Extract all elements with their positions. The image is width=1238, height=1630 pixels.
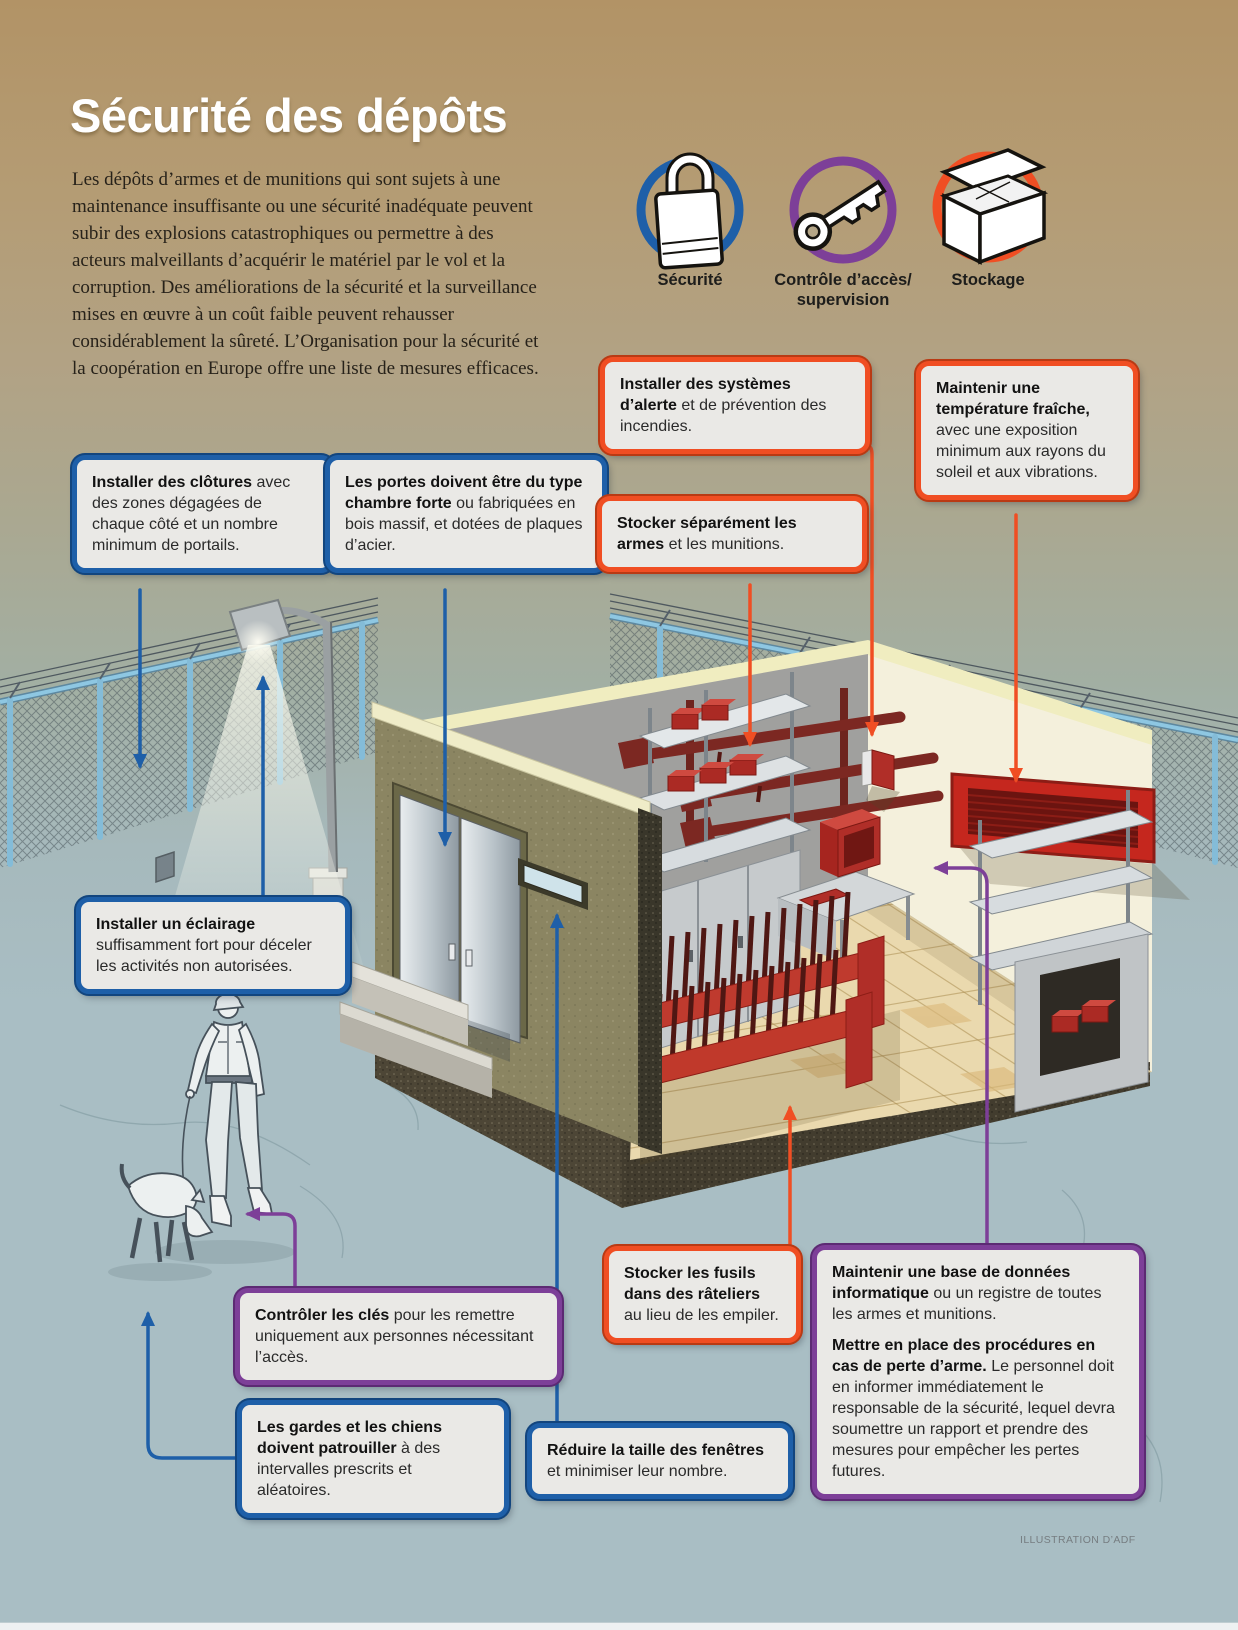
padlock-icon <box>641 159 739 268</box>
callout-doors <box>325 455 607 573</box>
callout-fences <box>72 455 334 573</box>
callout-separate-lead: Stocker séparément les armes <box>617 515 797 553</box>
callout-temperature-lead: Maintenir une température fraîche, <box>936 380 1090 418</box>
page-title: Sécurité des dépôts <box>70 89 508 142</box>
storage-box-icon <box>937 150 1044 262</box>
callout-keys <box>235 1288 562 1385</box>
callout-database-p2-rest: Le personnel doit en informer immédiatement le responsable de la sécurité, lequel devra soumettre un rapport et prendre des mesures pour empêcher les pertes futures. <box>832 1358 1115 1480</box>
intro-paragraph: Les dépôts d’armes et de munitions qui sont sujets à une maintenance insuffisante ou une sécurité inadéquate peuvent subir des explosions catastrophiques ou permettre à des acteurs malveillants d’acquérir le matériel par le vol et la corruption. Des améliorations de la sécurité et la surveillance mises en œuvre à un coût faible peuvent rehausser considérablement la sûreté. L’Organisation pour la sécurité et la coopération en Europe offre une liste de mesures efficaces. <box>72 169 539 379</box>
callout-alarm-rest: et de prévention des incendies. <box>620 397 827 435</box>
callout-fences-rest: avec des zones dégagées de chaque côté et un nombre minimum de portails. <box>92 474 291 554</box>
callout-windows-rest: et minimiser leur nombre. <box>547 1463 728 1480</box>
callout-lighting-lead: Installer un éclairage <box>96 916 256 933</box>
callout-alarm-lead: Installer des systèmes d’alerte <box>620 376 791 414</box>
callout-lighting-rest: suffisamment fort pour déceler les activités non autorisées. <box>96 937 312 975</box>
callout-separate <box>597 496 867 572</box>
callout-separate-rest: et les munitions. <box>664 536 785 553</box>
key-icon <box>789 161 892 259</box>
callout-temperature <box>916 361 1138 500</box>
legend-label-storage: Stockage <box>951 271 1025 289</box>
callout-database-p1-rest: ou un registre de toutes les armes et munitions. <box>832 1285 1102 1323</box>
callout-alarm <box>600 357 870 454</box>
callout-racks <box>604 1246 801 1343</box>
guard-and-dog <box>108 994 295 1281</box>
callout-racks-lead: Stocker les fusils dans des râteliers <box>624 1265 761 1303</box>
callout-temperature-rest: avec une exposition minimum aux rayons du soleil et aux vibrations. <box>936 422 1106 481</box>
callout-database <box>812 1245 1144 1499</box>
callout-racks-rest: au lieu de les empiler. <box>624 1307 779 1324</box>
callout-database-p1-lead: Maintenir une base de données informatique <box>832 1264 1071 1302</box>
callout-fences-lead: Installer des clôtures <box>92 474 253 491</box>
callout-doors-lead: Les portes doivent être du type chambre forte <box>345 474 583 512</box>
callout-database-p2-lead: Mettre en place des procédures en cas de perte d’arme. <box>832 1337 1096 1375</box>
connector-guards <box>148 1314 240 1458</box>
footer-strip <box>0 1622 1238 1630</box>
legend-icons <box>641 150 1044 268</box>
legend-label-access <box>757 270 929 310</box>
illustration-credit: ILLUSTRATION D’ADF <box>1020 1534 1136 1546</box>
fence-junction-box <box>156 852 174 882</box>
legend-label-security: Sécurité <box>657 271 723 289</box>
legend-label-access-line1: Contrôle d’accès/ <box>774 271 912 289</box>
cabinet-right <box>1015 934 1148 1112</box>
callout-keys-rest: pour les remettre uniquement aux personnes nécessitant l’accès. <box>255 1307 534 1366</box>
callout-guards-rest: à des intervalles prescrits et aléatoires. <box>257 1440 441 1499</box>
callout-keys-lead: Contrôler les clés <box>255 1307 390 1324</box>
callout-guards <box>237 1400 509 1518</box>
callout-windows <box>527 1423 793 1499</box>
callout-doors-rest: ou fabriquées en bois massif, et dotées de plaques d’acier. <box>345 495 583 554</box>
callout-guards-lead: Les gardes et les chiens doivent patrouiller <box>257 1419 442 1457</box>
legend-label-access-line2: supervision <box>796 291 890 309</box>
callout-lighting <box>76 897 350 994</box>
callout-windows-lead: Réduire la taille des fenêtres <box>547 1442 764 1459</box>
